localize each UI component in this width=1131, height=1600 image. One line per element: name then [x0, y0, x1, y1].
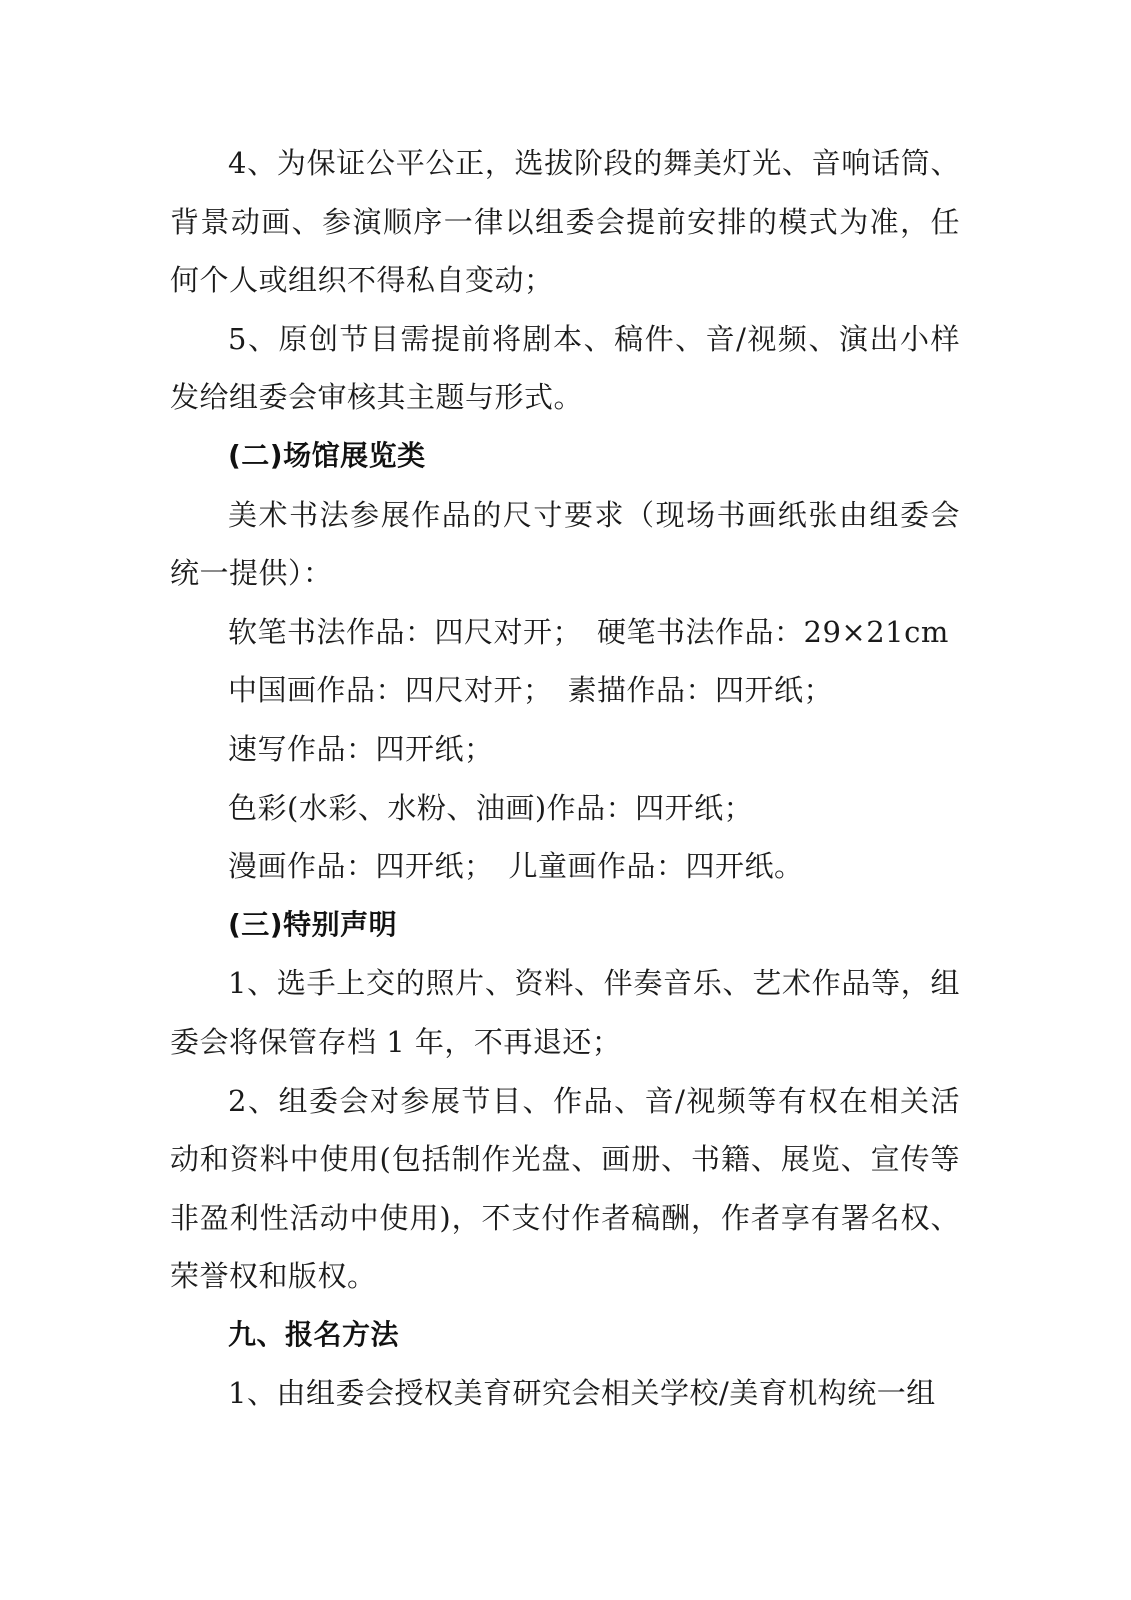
section-heading-venue-exhibition: (二)场馆展览类: [228, 438, 426, 472]
section-heading-registration: 九、报名方法: [228, 1317, 400, 1351]
paragraph-sketch-size: 速写作品：四开纸；: [228, 731, 494, 766]
paragraph-registration-method: 1、由组委会授权美育研究会相关学校/美育机构统一组: [228, 1376, 936, 1411]
paragraph-archive-rule: 1、选手上交的照片、资料、伴奏音乐、艺术作品等，组委会将保管存档 1 年，不再退还；: [170, 966, 960, 1059]
paragraph-comic-sizes: 漫画作品：四开纸； 儿童画作品：四开纸。: [228, 849, 804, 884]
section-heading-special-statement: (三)特别声明: [228, 907, 398, 941]
paragraph-fairness-rule: 4、为保证公平公正，选拔阶段的舞美灯光、音响话筒、背景动画、参演顺序一律以组委会提前安排的模式为准，任何个人或组织不得私自变动；: [170, 146, 960, 298]
paragraph-usage-rights: 2、组委会对参展节目、作品、音/视频等有权在相关活动和资料中使用(包括制作光盘、画册、书籍、展览、宣传等非盈利性活动中使用)，不支付作者稿酬，作者享有署名权、荣誉权和版权。: [170, 1083, 960, 1294]
paragraph-painting-sizes: 中国画作品：四尺对开； 素描作品：四开纸；: [228, 673, 834, 708]
paragraph-calligraphy-sizes: 软笔书法作品：四尺对开； 硬笔书法作品：29×21cm: [228, 614, 949, 649]
paragraph-color-size: 色彩(水彩、水粉、油画)作品：四开纸；: [228, 790, 754, 825]
paragraph-original-program-rule: 5、原创节目需提前将剧本、稿件、音/视频、演出小样发给组委会审核其主题与形式。: [170, 321, 960, 415]
paragraph-size-requirements: 美术书法参展作品的尺寸要求（现场书画纸张由组委会统一提供）：: [170, 497, 960, 591]
document-page: [170, 134, 960, 1423]
